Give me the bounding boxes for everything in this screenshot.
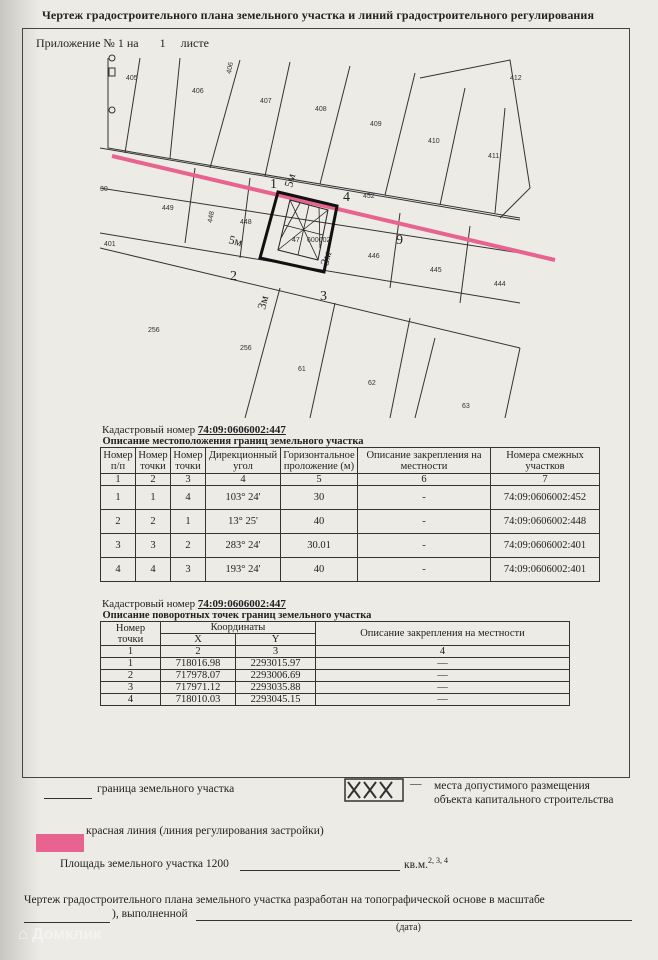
col-number: 4 — [316, 646, 570, 658]
cell: 4 — [171, 486, 206, 510]
cell: 2 — [101, 670, 161, 682]
parcel-label: 256 — [148, 327, 160, 334]
zone-label: 9 — [396, 233, 403, 248]
dim-label: 3м — [317, 250, 335, 267]
parcel-label: 412 — [510, 75, 522, 82]
col-header: Дирекционный угол — [206, 448, 281, 474]
red-line-legend-label: красная линия (линия регулирования застройки) — [86, 825, 324, 837]
table-row — [101, 670, 570, 682]
legend-dash: — — [410, 778, 422, 790]
cell: 74:09:0606002:452 — [491, 486, 600, 510]
cell: - — [358, 486, 491, 510]
placement-legend-swatch — [344, 778, 404, 802]
site-plan-map — [100, 48, 610, 418]
col-header: Номер точки — [101, 622, 161, 646]
scale-underline — [24, 922, 110, 923]
area-unit: кв.м.$^{2, 3, 4}$ — [404, 856, 449, 871]
col-number: 2 — [161, 646, 236, 658]
parcel-label: 30 — [100, 186, 108, 193]
cell: 74:09:0606002:401 — [491, 558, 600, 582]
col-header: Координаты — [161, 622, 316, 634]
placement-legend-label-1: места допустимого размещения — [434, 780, 590, 792]
area-underline — [240, 870, 400, 871]
parcel-label: 452 — [363, 193, 375, 200]
cell: 4 — [101, 694, 161, 706]
executor-underline — [196, 920, 632, 921]
col-number: 5 — [281, 474, 358, 486]
col-header: Номер точки — [171, 448, 206, 474]
road-edge-top — [108, 58, 520, 218]
cell: 2293006.69 — [236, 670, 316, 682]
col-number: 6 — [358, 474, 491, 486]
cell: 103° 24' — [206, 486, 281, 510]
col-number: 3 — [171, 474, 206, 486]
cell: 718010.03 — [161, 694, 236, 706]
col-header: Номер п/п — [101, 448, 136, 474]
cell: 74:09:0606002:401 — [491, 534, 600, 558]
cell: 2293015.97 — [236, 658, 316, 670]
footer-text: Чертеж градостроительного плана земельного участка разработан на топографической основе в масштабе — [24, 894, 545, 906]
parcel-label: 408 — [315, 106, 327, 113]
cell: 2 — [171, 534, 206, 558]
table-row — [101, 694, 570, 706]
table-row — [101, 534, 600, 558]
points-table — [100, 610, 570, 706]
red-line-legend-swatch — [36, 834, 84, 852]
col-number: 4 — [206, 474, 281, 486]
table-row — [101, 682, 570, 694]
parcel-centre-label: 600002 — [307, 237, 331, 244]
col-number: 1 — [101, 646, 161, 658]
cell: 2 — [136, 510, 171, 534]
table-row — [101, 658, 570, 670]
cell: 40 — [281, 510, 358, 534]
cell: 2293045.15 — [236, 694, 316, 706]
col-header: Номера смежных участков — [491, 448, 600, 474]
table-heading: Описание местоположения границ земельного участка — [101, 436, 600, 448]
dim-label: 3м — [254, 294, 272, 311]
table-row — [101, 486, 600, 510]
cell: 1 — [171, 510, 206, 534]
cadastral-number-1: Кадастровый номер 74:09:0606002:447 — [102, 424, 286, 436]
parcel-label: 448 — [240, 219, 252, 226]
cell: 30 — [281, 486, 358, 510]
parcel-label: 61 — [298, 366, 306, 373]
footer-text-2: ), выполненной — [112, 908, 188, 920]
parcel-label: 445 — [430, 267, 442, 274]
parcel-label: 256 — [240, 345, 252, 352]
parcel-label: 407 — [260, 98, 272, 105]
col-header: Описание закрепления на местности — [316, 622, 570, 646]
cell: — — [316, 682, 570, 694]
cell: - — [358, 558, 491, 582]
date-label: (дата) — [396, 922, 421, 933]
cadastral-number-2: Кадастровый номер 74:09:0606002:447 — [102, 598, 286, 610]
col-header: Горизонтальное проложение (м) — [281, 448, 358, 474]
cell: 74:09:0606002:448 — [491, 510, 600, 534]
cell: 717978.07 — [161, 670, 236, 682]
point-label: 1 — [270, 177, 277, 192]
boundary-legend-line — [44, 798, 92, 799]
parcel-label: 444 — [494, 281, 506, 288]
dim-label: 5м — [281, 172, 299, 189]
col-number: 2 — [136, 474, 171, 486]
parcel-label: 448 — [207, 210, 216, 224]
table-row — [101, 558, 600, 582]
point-label: 4 — [343, 190, 350, 205]
cell: — — [316, 670, 570, 682]
house-icon: ⌂ — [18, 926, 33, 943]
table-row — [101, 510, 600, 534]
parcel-label: 405 — [126, 75, 138, 82]
col-number: 1 — [101, 474, 136, 486]
cell: 283° 24' — [206, 534, 281, 558]
parcel-label: 62 — [368, 380, 376, 387]
dim-label: 5м — [227, 232, 244, 250]
parcel-label: 449 — [162, 205, 174, 212]
point-label: 2 — [230, 269, 237, 284]
cell: 2 — [101, 510, 136, 534]
area-label: Площадь земельного участка 1200 — [60, 858, 229, 870]
cell: 4 — [136, 558, 171, 582]
parcel-label: 406 — [226, 61, 235, 75]
cell: 1 — [101, 486, 136, 510]
placement-legend-label-2: объекта капитального строительства — [434, 794, 614, 806]
cell: 4 — [101, 558, 136, 582]
cell: 718016.98 — [161, 658, 236, 670]
parcel-label: 411 — [488, 153, 500, 160]
cell: 13° 25' — [206, 510, 281, 534]
parcel-label: 410 — [428, 138, 440, 145]
table-heading: Описание поворотных точек границ земельного участка — [101, 610, 570, 622]
document-title: Чертеж градостроительного плана земельного участка и линий градостроительного регулирования — [42, 8, 595, 22]
cell: 30.01 — [281, 534, 358, 558]
cell: - — [358, 534, 491, 558]
boundary-table — [100, 436, 600, 582]
col-number: 3 — [236, 646, 316, 658]
appendix-label: Приложение № 1 на 1 листе — [36, 36, 209, 50]
cell: 3 — [136, 534, 171, 558]
cell: 1 — [101, 658, 161, 670]
parcel-label: 401 — [104, 241, 116, 248]
point-label: 3 — [320, 289, 327, 304]
parcel-label: 409 — [370, 121, 382, 128]
col-header: Описание закрепления на местности — [358, 448, 491, 474]
cell: 3 — [101, 682, 161, 694]
col-number: 7 — [491, 474, 600, 486]
cell: 2293035.88 — [236, 682, 316, 694]
col-header: X — [161, 634, 236, 646]
col-header: Y — [236, 634, 316, 646]
cell: — — [316, 658, 570, 670]
boundary-legend-label: граница земельного участка — [97, 783, 235, 795]
parcel-label: 406 — [192, 88, 204, 95]
parcel-label: 63 — [462, 403, 470, 410]
cell: 3 — [101, 534, 136, 558]
cell: 1 — [136, 486, 171, 510]
cell: 193° 24' — [206, 558, 281, 582]
cell: — — [316, 694, 570, 706]
col-header: Номер точки — [136, 448, 171, 474]
cell: 40 — [281, 558, 358, 582]
red-line — [112, 156, 555, 260]
cell: 717971.12 — [161, 682, 236, 694]
parcel-label: 446 — [368, 253, 380, 260]
cell: 3 — [171, 558, 206, 582]
watermark-logo: ⌂ Домклик — [18, 926, 102, 943]
cell: - — [358, 510, 491, 534]
parcel-centre-prefix: 47 — [292, 237, 300, 244]
